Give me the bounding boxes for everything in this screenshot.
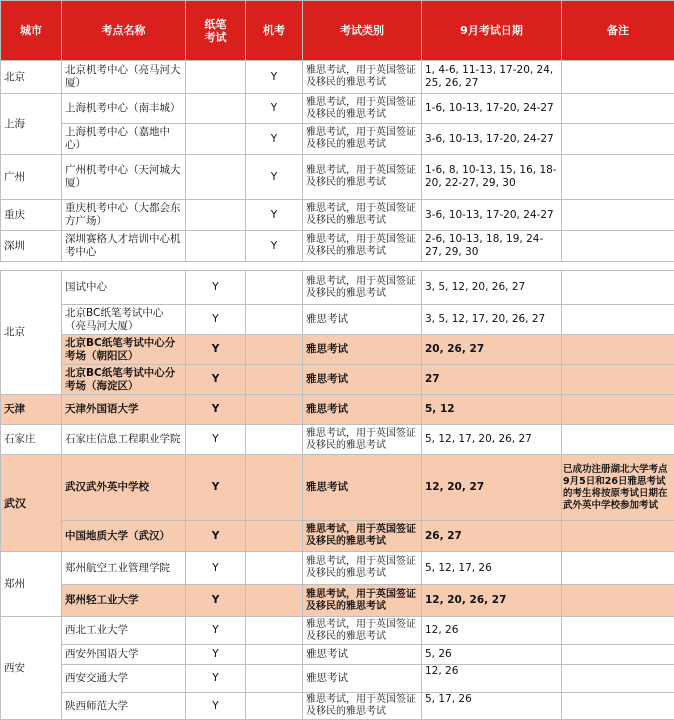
paper-cell: Y — [186, 335, 246, 365]
cbt-cell — [246, 552, 303, 585]
type-cell: 雅思考试，用于英国签证及移民的雅思考试 — [303, 693, 422, 720]
type-cell: 雅思考试，用于英国签证及移民的雅思考试 — [303, 231, 422, 262]
type-cell: 雅思考试，用于英国签证及移民的雅思考试 — [303, 271, 422, 305]
dates-cell: 1, 4-6, 11-13, 17-20, 24, 25, 26, 27 — [422, 61, 562, 94]
venue-cell: 武汉武外英中学校 — [62, 455, 186, 521]
city-cell: 广州 — [1, 155, 62, 200]
note-cell — [562, 585, 674, 617]
dates-cell: 20, 26, 27 — [422, 335, 562, 365]
type-cell: 雅思考试，用于英国签证及移民的雅思考试 — [303, 94, 422, 124]
type-cell: 雅思考试 — [303, 305, 422, 335]
cbt-cell — [246, 665, 303, 693]
header-dates: 9月考试日期 — [422, 1, 562, 61]
note-cell — [562, 271, 674, 305]
dates-cell: 3, 5, 12, 17, 20, 26, 27 — [422, 305, 562, 335]
note-cell — [562, 335, 674, 365]
paper-cell: Y — [186, 455, 246, 521]
dates-cell: 3-6, 10-13, 17-20, 24-27 — [422, 200, 562, 231]
venue-cell: 西安外国语大学 — [62, 645, 186, 665]
paper-cell — [186, 155, 246, 200]
header-row — [1, 1, 674, 61]
venue-cell: 西安交通大学 — [62, 665, 186, 693]
table-row — [1, 61, 674, 94]
type-cell: 雅思考试，用于英国签证及移民的雅思考试 — [303, 61, 422, 94]
paper-cell: Y — [186, 552, 246, 585]
table-row — [1, 200, 674, 231]
note-cell — [562, 124, 674, 155]
cbt-cell — [246, 365, 303, 395]
cbt-cell — [246, 395, 303, 425]
cbt-cell — [246, 585, 303, 617]
type-cell: 雅思考试，用于英国签证及移民的雅思考试 — [303, 585, 422, 617]
venue-cell: 石家庄信息工程职业学院 — [62, 425, 186, 455]
header-city: 城市 — [1, 1, 62, 61]
dates-cell: 5, 17, 26 — [422, 693, 562, 720]
paper-cell: Y — [186, 271, 246, 305]
table-row — [1, 124, 674, 155]
venue-cell: 北京BC纸笔考试中心（亮马河大厦） — [62, 305, 186, 335]
table-row — [1, 455, 674, 521]
paper-cell: Y — [186, 305, 246, 335]
venue-cell: 上海机考中心（嘉地中心） — [62, 124, 186, 155]
type-cell: 雅思考试，用于英国签证及移民的雅思考试 — [303, 200, 422, 231]
table-row — [1, 395, 674, 425]
cbt-cell — [246, 645, 303, 665]
dates-cell: 5, 12, 17, 26 — [422, 552, 562, 585]
paper-cell — [186, 231, 246, 262]
paper-cell: Y — [186, 617, 246, 645]
note-cell — [562, 61, 674, 94]
dates-cell: 3-6, 10-13, 17-20, 24-27 — [422, 124, 562, 155]
type-cell: 雅思考试，用于英国签证及移民的雅思考试 — [303, 155, 422, 200]
dates-cell: 3, 5, 12, 20, 26, 27 — [422, 271, 562, 305]
table-row — [1, 521, 674, 552]
venue-cell: 北京机考中心（亮马河大厦） — [62, 61, 186, 94]
cbt-cell: Y — [246, 94, 303, 124]
table-row — [1, 365, 674, 395]
cbt-cell: Y — [246, 155, 303, 200]
venue-cell: 深圳赛格人才培训中心机考中心 — [62, 231, 186, 262]
city-cell-zhengzhou: 郑州 — [1, 552, 62, 617]
paper-cell — [186, 124, 246, 155]
table-row — [1, 693, 674, 720]
cbt-cell — [246, 617, 303, 645]
note-cell — [562, 425, 674, 455]
paper-cell: Y — [186, 395, 246, 425]
venue-cell: 北京BC纸笔考试中心分考场（朝阳区） — [62, 335, 186, 365]
city-cell: 上海 — [1, 94, 62, 155]
paper-cell: Y — [186, 665, 246, 693]
dates-cell: 12, 26 — [422, 617, 562, 645]
city-cell: 北京 — [1, 61, 62, 94]
venue-cell: 郑州航空工业管理学院 — [62, 552, 186, 585]
type-cell: 雅思考试，用于英国签证及移民的雅思考试 — [303, 521, 422, 552]
note-cell — [562, 645, 674, 665]
computer-test-table — [0, 0, 674, 262]
paper-cell: Y — [186, 645, 246, 665]
type-cell: 雅思考试 — [303, 455, 422, 521]
type-cell: 雅思考试 — [303, 395, 422, 425]
city-cell: 重庆 — [1, 200, 62, 231]
venue-cell: 北京BC纸笔考试中心分考场（海淀区） — [62, 365, 186, 395]
dates-cell: 5, 26 — [422, 645, 562, 665]
cbt-cell — [246, 425, 303, 455]
dates-cell: 27 — [422, 365, 562, 395]
dates-cell: 12, 20, 27 — [422, 455, 562, 521]
venue-cell: 郑州轻工业大学 — [62, 585, 186, 617]
paper-cell — [186, 200, 246, 231]
paper-cell: Y — [186, 693, 246, 720]
city-cell: 石家庄 — [1, 425, 62, 455]
venue-cell: 天津外国语大学 — [62, 395, 186, 425]
venue-cell: 广州机考中心（天河城大厦） — [62, 155, 186, 200]
paper-test-table — [0, 270, 674, 720]
type-cell: 雅思考试，用于英国签证及移民的雅思考试 — [303, 617, 422, 645]
note-cell — [562, 693, 674, 720]
dates-cell: 2-6, 10-13, 18, 19, 24-27, 29, 30 — [422, 231, 562, 262]
cbt-cell — [246, 335, 303, 365]
table-row — [1, 155, 674, 200]
city-cell-beijing: 北京 — [1, 271, 62, 395]
note-cell — [562, 521, 674, 552]
table-row — [1, 425, 674, 455]
cbt-cell — [246, 693, 303, 720]
paper-cell — [186, 94, 246, 124]
paper-cell: Y — [186, 585, 246, 617]
note-cell — [562, 155, 674, 200]
city-cell-xian: 西安 — [1, 617, 62, 720]
note-cell — [562, 665, 674, 693]
venue-cell: 西北工业大学 — [62, 617, 186, 645]
note-cell — [562, 305, 674, 335]
venue-cell: 上海机考中心（南丰城） — [62, 94, 186, 124]
table-row — [1, 271, 674, 305]
city-cell-wuhan: 武汉 — [1, 455, 62, 552]
note-cell — [562, 395, 674, 425]
paper-cell — [186, 61, 246, 94]
venue-cell: 重庆机考中心（大都会东方广场） — [62, 200, 186, 231]
type-cell: 雅思考试，用于英国签证及移民的雅思考试 — [303, 124, 422, 155]
venue-cell: 陕西师范大学 — [62, 693, 186, 720]
table-row — [1, 335, 674, 365]
cbt-cell: Y — [246, 61, 303, 94]
table-row — [1, 552, 674, 585]
dates-cell: 12, 20, 26, 27 — [422, 585, 562, 617]
table-row — [1, 665, 674, 693]
dates-cell: 1-6, 10-13, 17-20, 24-27 — [422, 94, 562, 124]
paper-cell: Y — [186, 365, 246, 395]
header-type: 考试类别 — [303, 1, 422, 61]
cbt-cell: Y — [246, 124, 303, 155]
header-note: 备注 — [562, 1, 674, 61]
note-cell — [562, 365, 674, 395]
note-cell — [562, 200, 674, 231]
table-row — [1, 231, 674, 262]
city-cell: 天津 — [1, 395, 62, 425]
note-cell — [562, 231, 674, 262]
note-cell: 已成功注册湖北大学考点9月5日和26日雅思考试的考生将按原考试日期在武外英中学校参加考试 — [562, 455, 674, 521]
dates-cell: 26, 27 — [422, 521, 562, 552]
table-row — [1, 645, 674, 665]
type-cell: 雅思考试 — [303, 665, 422, 693]
dates-cell: 5, 12, 17, 20, 26, 27 — [422, 425, 562, 455]
cbt-cell — [246, 271, 303, 305]
city-cell: 深圳 — [1, 231, 62, 262]
type-cell: 雅思考试，用于英国签证及移民的雅思考试 — [303, 425, 422, 455]
table-row — [1, 305, 674, 335]
type-cell: 雅思考试 — [303, 335, 422, 365]
type-cell: 雅思考试，用于英国签证及移民的雅思考试 — [303, 552, 422, 585]
cbt-cell: Y — [246, 200, 303, 231]
cbt-cell — [246, 305, 303, 335]
table-row — [1, 94, 674, 124]
type-cell: 雅思考试 — [303, 645, 422, 665]
note-cell — [562, 94, 674, 124]
cbt-cell — [246, 455, 303, 521]
dates-cell: 5, 12 — [422, 395, 562, 425]
venue-cell: 中国地质大学（武汉） — [62, 521, 186, 552]
dates-cell: 1-6, 8, 10-13, 15, 16, 18-20, 22-27, 29, 30 — [422, 155, 562, 200]
table-row — [1, 617, 674, 645]
dates-cell: 12, 26 — [422, 665, 562, 693]
note-cell — [562, 552, 674, 585]
header-venue: 考点名称 — [62, 1, 186, 61]
paper-cell: Y — [186, 521, 246, 552]
cbt-cell: Y — [246, 231, 303, 262]
table-row — [1, 585, 674, 617]
type-cell: 雅思考试 — [303, 365, 422, 395]
paper-cell: Y — [186, 425, 246, 455]
cbt-cell — [246, 521, 303, 552]
header-cbt: 机考 — [246, 1, 303, 61]
header-paper: 纸笔 考试 — [186, 1, 246, 61]
note-cell — [562, 617, 674, 645]
venue-cell: 国试中心 — [62, 271, 186, 305]
